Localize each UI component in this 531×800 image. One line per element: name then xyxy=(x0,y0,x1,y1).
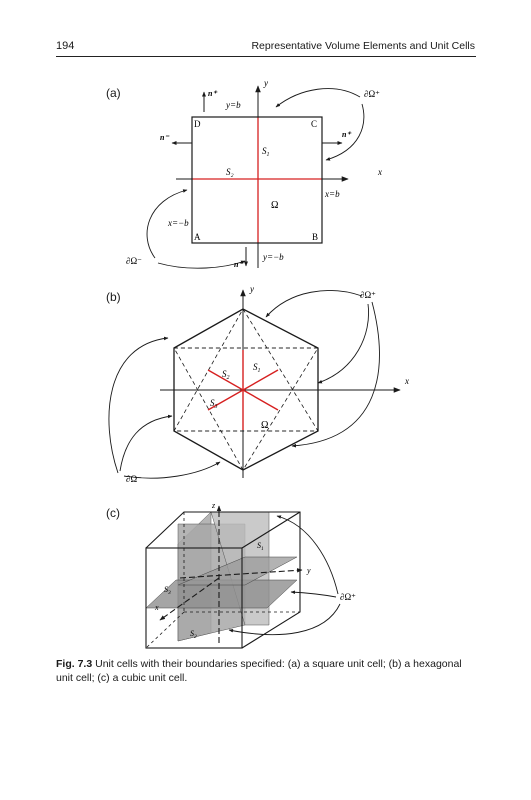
panel-label-a: (a) xyxy=(106,86,121,100)
panel-a-corner-a: A xyxy=(194,232,201,242)
panel-a-label-boundary-plus: ∂Ω⁺ xyxy=(364,89,380,99)
panel-b-label-s1: $S_1$ xyxy=(253,362,261,374)
panel-a-label-y-bottom: y=−b xyxy=(263,252,284,262)
panel-a-axis-x-label: x xyxy=(378,167,382,177)
panel-label-c: (c) xyxy=(106,506,120,520)
figure-caption xyxy=(56,657,476,685)
panel-a-label-omega: Ω xyxy=(271,200,279,211)
panel-a-label-s1: $S_1$ xyxy=(262,146,270,158)
panel-c-axis-y-label: y xyxy=(307,566,311,575)
panel-b-hexagonal-unit-cell xyxy=(109,284,409,484)
panel-b-label-omega: Ω xyxy=(261,420,269,431)
panel-a-label-x-left: x=−b xyxy=(168,218,189,228)
panel-b-label-boundary-plus: ∂Ω⁺ xyxy=(360,290,376,300)
panel-c-cubic-unit-cell xyxy=(146,501,356,648)
panel-a-label-y-top: y=b xyxy=(226,100,241,110)
panel-a-axis-y-label: y xyxy=(264,78,268,88)
panel-c-axis-x-label: x xyxy=(155,603,159,612)
figure-caption-text: Unit cells with their boundaries specified: (a) a square unit cell; (b) a hexagonal unit cell; (c) a cubic unit cell. xyxy=(56,658,462,684)
panel-a-label-s2: S₂ xyxy=(226,167,234,177)
figure-caption-label: Fig. 7.3 xyxy=(56,658,93,670)
panel-a-leader-plus-top xyxy=(276,89,360,107)
panel-a-label-n-plus-top: n⁺ xyxy=(208,89,217,98)
panel-label-b: (b) xyxy=(106,290,121,304)
panel-c-label-s3: $S_3$ xyxy=(164,585,171,596)
panel-a-corner-b: B xyxy=(312,232,319,242)
panel-b-leader-minus-1 xyxy=(109,338,168,473)
panel-a-label-x-right: x=b xyxy=(325,189,340,199)
panel-c-leader-plus-2 xyxy=(291,592,336,597)
panel-a-label-n-plus-right: n⁺ xyxy=(342,130,351,139)
panel-b-leader-minus-2 xyxy=(120,416,172,471)
page-number: 194 xyxy=(56,40,75,52)
panel-a-label-n-minus-left: n⁻ xyxy=(160,133,169,142)
panel-a-corner-d: D xyxy=(194,119,201,129)
panel-b-axis-y-label: y xyxy=(250,284,254,294)
panel-b-leader-plus-1 xyxy=(266,291,362,317)
panel-a-label-n-minus-bottom: n⁻ xyxy=(234,260,243,269)
panel-c-axis-z-label: z xyxy=(212,501,216,510)
panel-a-label-boundary-minus: ∂Ω⁻ xyxy=(126,256,142,266)
running-head: Representative Volume Elements and Unit Cells xyxy=(251,40,475,52)
panel-c-label-s2: $S_2$ xyxy=(190,629,197,640)
panel-c-label-s1: $S_1$ xyxy=(257,541,264,552)
panel-b-label-boundary-minus: ∂Ω⁻ xyxy=(126,474,142,484)
panel-c-label-boundary-plus: ∂Ω⁺ xyxy=(340,592,356,602)
panel-a-square-unit-cell xyxy=(126,78,382,269)
panel-b-axis-x-label: x xyxy=(405,376,409,386)
panel-a-corner-c: C xyxy=(311,119,318,129)
panel-b-label-s2: $S_2$ xyxy=(222,369,230,381)
panel-a-leader-minus-bottom xyxy=(158,261,245,268)
panel-a-square xyxy=(192,117,322,243)
panel-b-leader-plus-2 xyxy=(318,304,369,383)
panel-b-label-s3: $S_3$ xyxy=(210,398,218,410)
